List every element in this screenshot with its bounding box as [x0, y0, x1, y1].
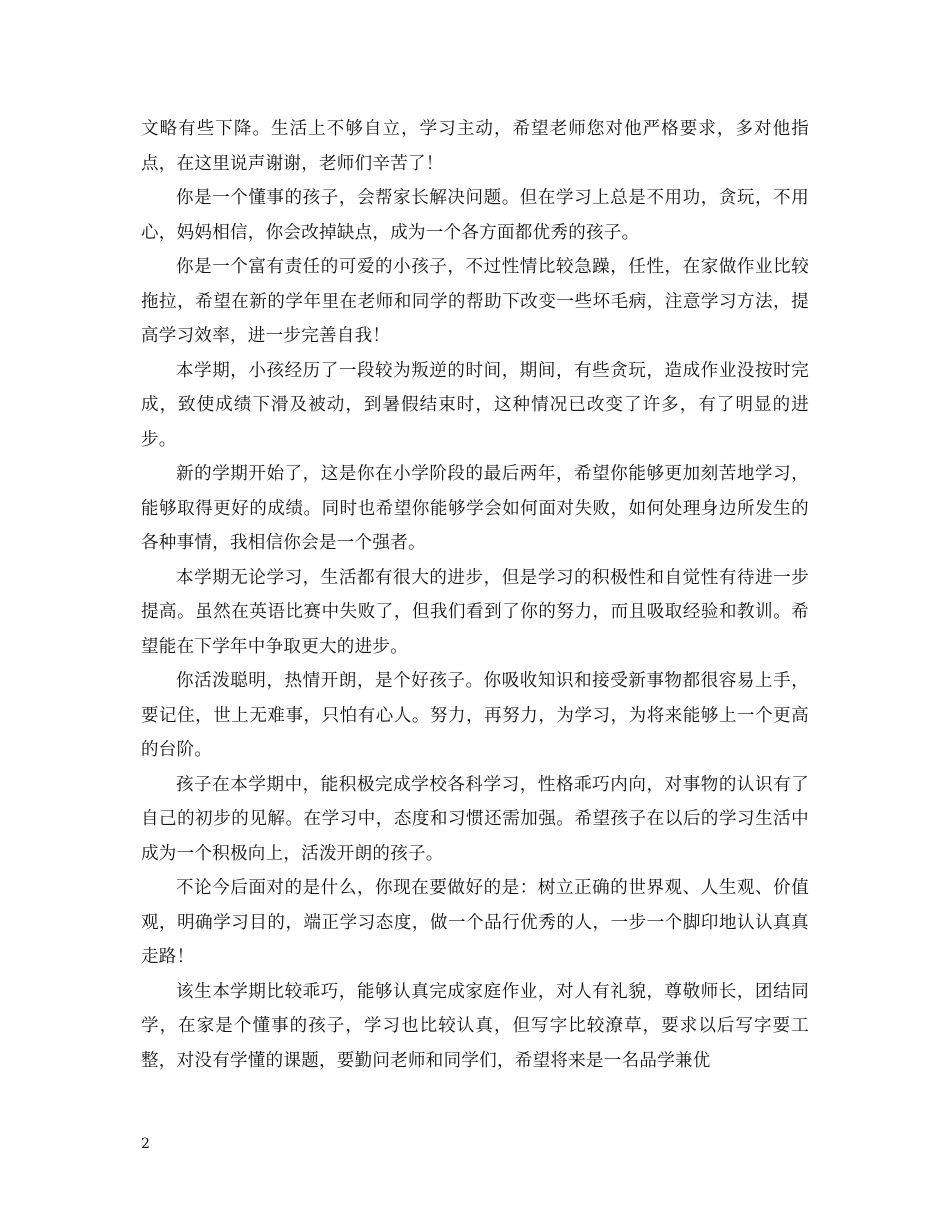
paragraph: 本学期，小孩经历了一段较为叛逆的时间，期间，有些贪玩，造成作业没按时完成，致使成绩下滑及被动，到暑假结束时，这种情况已改变了许多，有了明显的进步。 — [141, 360, 809, 450]
body-text — [141, 112, 809, 1078]
paragraph: 孩子在本学期中，能积极完成学校各科学习，性格乖巧内向，对事物的认识有了自己的初步的见解。在学习中，态度和习惯还需加强。希望孩子在以后的学习生活中成为一个积极向上，活泼开朗的孩子。 — [141, 774, 809, 864]
paragraph: 该生本学期比较乖巧，能够认真完成家庭作业，对人有礼貌，尊敬师长，团结同学，在家是个懂事的孩子，学习也比较认真，但写字比较潦草，要求以后写字要工整，对没有学懂的课题，要勤问老师和同学们，希望将来是一名品学兼优 — [141, 981, 809, 1071]
paragraph: 你是一个懂事的孩子，会帮家长解决问题。但在学习上总是不用功，贪玩，不用心，妈妈相信，你会改掉缺点，成为一个各方面都优秀的孩子。 — [141, 188, 809, 243]
paragraph: 不论今后面对的是什么，你现在要做好的是：树立正确的世界观、人生观、价值观，明确学习目的，端正学习态度，做一个品行优秀的人，一步一个脚印地认认真真走路！ — [141, 878, 809, 967]
paragraph: 文略有些下降。生活上不够自立，学习主动，希望老师您对他严格要求，多对他指点，在这里说声谢谢，老师们辛苦了！ — [141, 119, 809, 174]
paragraph: 新的学期开始了，这是你在小学阶段的最后两年，希望你能够更加刻苦地学习，能够取得更好的成绩。同时也希望你能够学会如何面对失败，如何处理身边所发生的各种事情，我相信你会是一个强者。 — [141, 464, 809, 553]
paragraph: 你是一个富有责任的可爱的小孩子，不过性情比较急躁，任性，在家做作业比较拖拉，希望在新的学年里在老师和同学的帮助下改变一些坏毛病，注意学习方法，提高学习效率，进一步完善自我！ — [141, 257, 809, 346]
page-number: 2 — [141, 1136, 150, 1152]
paragraph: 本学期无论学习，生活都有很大的进步，但是学习的积极性和自觉性有待进一步提高。虽然在英语比赛中失败了，但我们看到了你的努力，而且吸取经验和教训。希望能在下学年中争取更大的进步。 — [141, 567, 809, 657]
paragraph: 你活泼聪明，热情开朗，是个好孩子。你吸收知识和接受新事物都很容易上手，要记住，世上无难事，只怕有心人。努力，再努力，为学习，为将来能够上一个更高的台阶。 — [141, 671, 809, 760]
